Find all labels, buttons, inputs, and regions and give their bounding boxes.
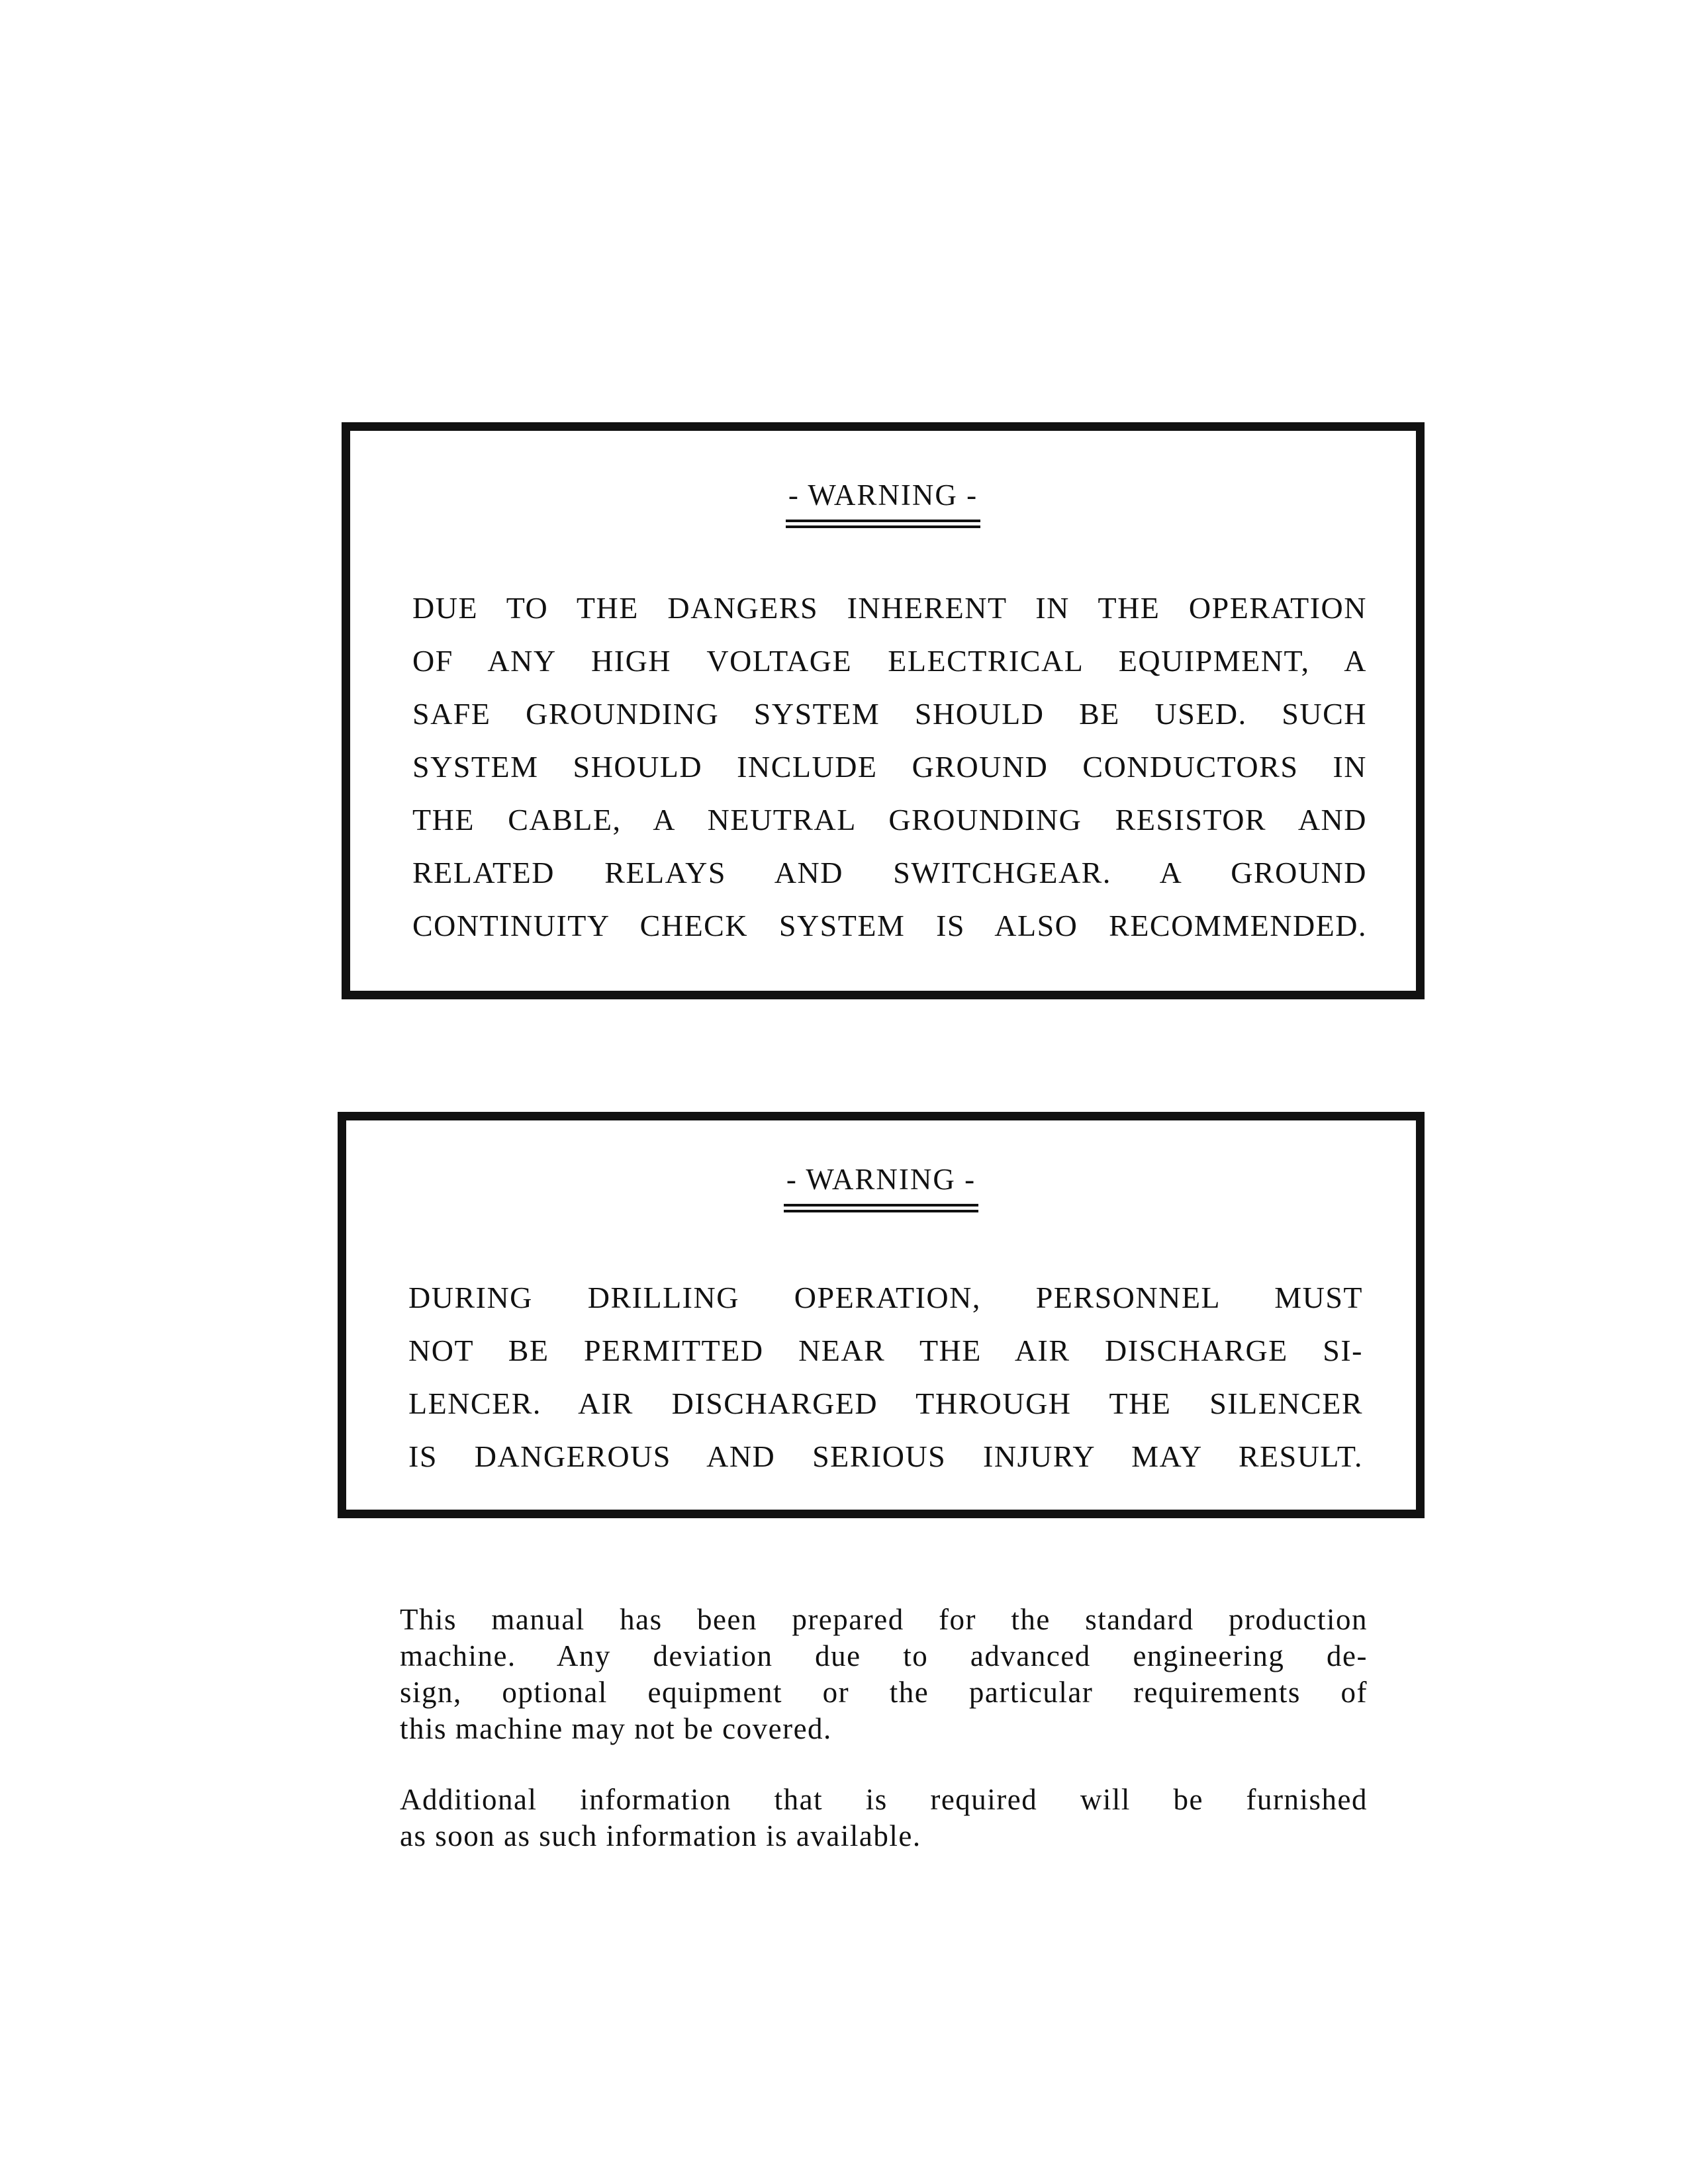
- warning-line: CONTINUITY CHECK SYSTEM IS ALSO RECOMMENDED.: [412, 909, 1367, 942]
- warning-box-electrical: [342, 422, 1425, 999]
- warning-line: DURING DRILLING OPERATION, PERSONNEL MUST: [408, 1281, 1363, 1314]
- warning-line: NOT BE PERMITTED NEAR THE AIR DISCHARGE SI-: [408, 1334, 1363, 1367]
- note-paragraph-additional-info: [400, 1782, 1368, 1854]
- note-paragraph-coverage: [400, 1602, 1368, 1747]
- warning-heading: [350, 478, 1416, 528]
- note-line: as soon as such information is available.: [400, 1819, 921, 1852]
- warning-box-drilling: [338, 1112, 1425, 1518]
- warning-heading-text: - WARNING -: [784, 1163, 978, 1212]
- warning-body: [408, 1271, 1363, 1483]
- note-line: This manual has been prepared for the standard production: [400, 1603, 1368, 1636]
- note-line: sign, optional equipment or the particular requirements of: [400, 1676, 1368, 1709]
- warning-line: LENCER. AIR DISCHARGED THROUGH THE SILENCER: [408, 1387, 1363, 1420]
- warning-line: SYSTEM SHOULD INCLUDE GROUND CONDUCTORS IN: [412, 750, 1367, 784]
- warning-heading-text: - WARNING -: [786, 478, 980, 528]
- warning-line: THE CABLE, A NEUTRAL GROUNDING RESISTOR AND: [412, 803, 1367, 837]
- note-line: this machine may not be covered.: [400, 1712, 832, 1745]
- warning-line: RELATED RELAYS AND SWITCHGEAR. A GROUND: [412, 856, 1367, 889]
- note-line: Additional information that is required will be furnished: [400, 1783, 1368, 1816]
- manual-notes: [400, 1602, 1368, 1889]
- warning-heading: [346, 1163, 1416, 1212]
- warning-body: [412, 582, 1367, 952]
- warning-line: DUE TO THE DANGERS INHERENT IN THE OPERATION: [412, 591, 1367, 625]
- warning-line: IS DANGEROUS AND SERIOUS INJURY MAY RESULT.: [408, 1439, 1363, 1473]
- note-line: machine. Any deviation due to advanced engineering de-: [400, 1639, 1368, 1672]
- warning-line: OF ANY HIGH VOLTAGE ELECTRICAL EQUIPMENT, A: [412, 644, 1367, 678]
- warning-line: SAFE GROUNDING SYSTEM SHOULD BE USED. SUCH: [412, 697, 1367, 731]
